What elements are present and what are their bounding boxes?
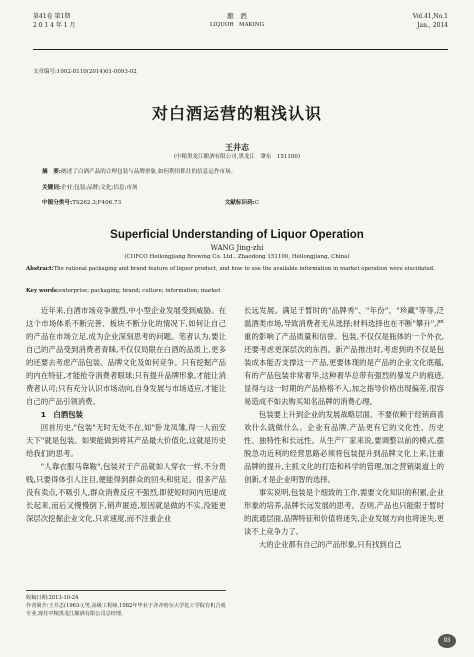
article-number: 文章编号:1002-8110(2014)01-0093-02 — [33, 69, 137, 75]
volume-cn: 第41卷 第1期 — [33, 13, 71, 20]
keywords-cn — [42, 183, 138, 191]
body-right-column — [244, 304, 444, 551]
date-cn: 2 0 1 4 年 1 月 — [33, 22, 76, 29]
body-paragraph: 包装要上升到企业的发展战略层面。不要依赖于经销商喜欢什么就做什么。企业有品牌,产品更有它的文化性、历史性、独特性和长远性。从生产厂家来说,要调整以前的模式,摆脱急功近利的经营思路必须将包装提升到品牌文化上来,注重品牌的提升,主抓文化的打造和科学的管理,加之营销渠道上的创新,才是企业明智的选择。 — [244, 410, 444, 484]
abstract-cn-text: 阐述了白酒产品的合理包装与品牌形象,如何利用抓住的信息运作市场。 — [61, 169, 237, 175]
author-cn: 王井志 — [225, 143, 249, 152]
date-en: Jan., 2014 — [417, 22, 448, 29]
classification-line — [42, 198, 259, 206]
body-paragraph: 大的企业都有自己的产品形象,只有找到自己 — [258, 540, 402, 549]
affiliation-cn: (中粮黑龙江酿酒有限公司,黑龙江 肇东 151100) — [173, 154, 301, 160]
section-heading: 1 白酒包装 — [40, 410, 83, 419]
keywords-en-label: Key words: — [26, 288, 59, 294]
abstract-en-label: Abstract: — [26, 266, 54, 272]
author-bio: 作者简介:王井志(1963-),男,高级工程师,1982年毕业于齐齐哈尔大学化工学院有机合成专业,现任中粮黑龙江酿酒有限公司总经理。 — [26, 603, 226, 617]
title-en: Superficial Understanding of Liquor Operation — [110, 229, 364, 241]
journal-name-cn: 酿 酒 — [227, 12, 247, 20]
volume-en: Vol.41,No.1 — [412, 13, 448, 20]
abstract-en — [26, 265, 446, 274]
header-center — [0, 12, 474, 30]
keywords-en — [26, 288, 220, 294]
received-date: 收稿日期:2013-10-24 — [26, 595, 79, 601]
body-paragraph: 回首历史,"包装"无时无处不在,如"卧龙凤雏,得一人而安天下"就是包装。如果能做到将其产品最大价值化,这就是历史给我们的思考。 — [26, 423, 226, 458]
keywords-cn-text: 企业;包装;品牌;文化;信息;市场 — [61, 185, 138, 191]
doc-code-label: 文献标识码: — [224, 200, 255, 206]
body-paragraph: 长远发展。满足于暂时的"品牌秀"、"年份"、"珍藏"等等,泛滥酒类市场,导致消费者无从选择;材料选择也在不断"攀升",严重的影响了产品质量和信誉。包装,不仅仅是瓶体的一个外衣,还要考虑更深层次的东西。新产品推出时,考虑到的不仅是包装成本能否支撑这一产品,更要体现的是产品的企业文化底蕴,有的产品包装非常奢华,这种奢华总带有强烈的暴发户的痕迹,显得与这一时期的产品格格不入,加之指导价格出现偏差,很容易造成不如去购买知名品牌的消费心理。 — [244, 306, 444, 406]
author-en: WANG Jing-zhi — [210, 244, 264, 252]
body-left-column — [26, 304, 226, 525]
body-paragraph: "人靠衣服马靠鞍",包装对于产品就如人穿衣一样,不分贵贱,只要得体引人注目,便能得到群众的回头和驻足。很多产品没有卖点,不吸引人,群众消费反应不强烈,即使短时间内迅速成长起来,而后又慢慢倒下,销声匿迹,原因就是做的不实,没能更深层次挖掘企业文化,只求速度,而不注重企业 — [26, 462, 226, 523]
abstract-cn — [42, 168, 447, 177]
keywords-cn-label: 关键词: — [42, 185, 62, 191]
abstract-cn-label: 摘 要: — [42, 169, 62, 175]
keywords-en-text: enterprise; packaging; brand; culture; information; market — [58, 288, 221, 294]
body-paragraph: 事实说明,包装是个细致的工作,需要文化知识的积累,企业形象的培养,品牌长远发展的思考。否则,产品也只能限于暂时的流通层面,品牌特征和价值将迷失,企业发展方向也将迷失,更谈不上竞争力了。 — [244, 488, 444, 536]
clc-value: TS262.3;F406.73 — [72, 200, 122, 206]
body-paragraph: 近年来,白酒市场竞争激烈,中小型企业发展受到威胁。在这个市场体系不断完善、板块不断分化的情况下,如何让自己的产品在市场立足,成为企业深刻思考的问题。笔者认为,要让自己的产品受到消费者青睐,不仅仅局限在白酒的品质上,更多的还要去考虑产品包装、品牌文化及如何竞争。只有挖掘产品的内在特征,才能抢夺消费者眼球;只有提升品牌形象,才能让消费者认可;只有充分认识市场动向,自身发展与市场适应,才能让自己的产品引领消费。 — [26, 306, 226, 406]
header-right — [413, 12, 448, 30]
page-title: 对白酒运营的粗浅认识 — [151, 104, 322, 123]
footnote — [26, 594, 226, 618]
doc-code-value: C — [254, 200, 260, 206]
page-number: 93 — [438, 634, 456, 648]
journal-name-en: LIQUOR MAKING — [209, 22, 265, 28]
abstract-en-text: The rational packaging and brand feature of liquor product, and how to use the available information in market operation were elucidated. — [53, 266, 435, 272]
header-rule — [33, 49, 448, 50]
clc-label: 中图分类号: — [42, 200, 73, 206]
footnote-rule — [26, 590, 226, 591]
affiliation-en: (COFCO Heilongjiang Brewing Co. Ltd., Zhaodong 151100, Heilongjiang, China) — [124, 254, 350, 260]
